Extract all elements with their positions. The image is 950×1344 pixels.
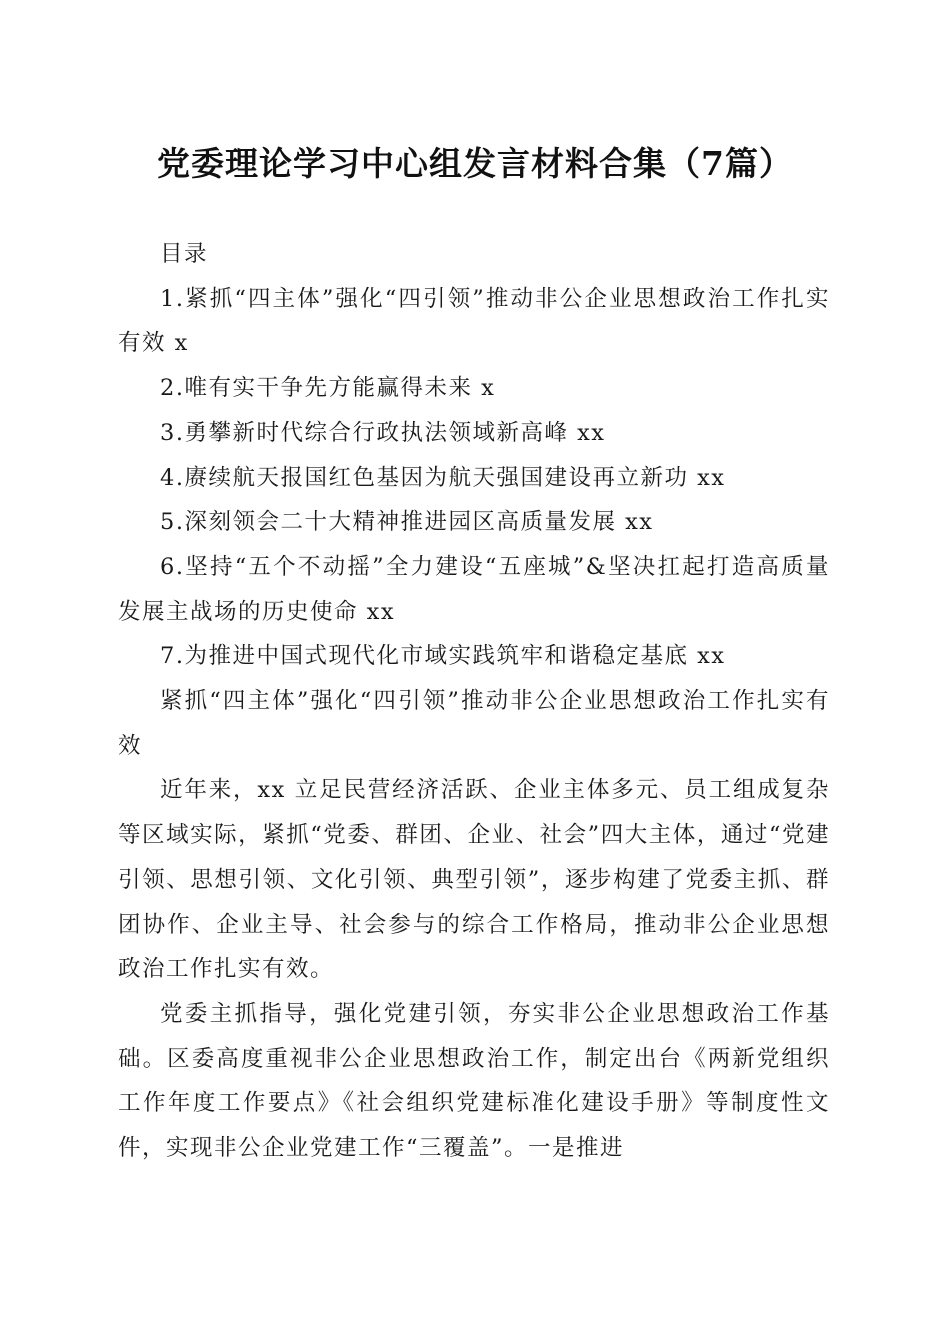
section-title: 紧抓“四主体”强化“四引领”推动非公企业思想政治工作扎实有效 [118, 688, 830, 759]
toc-item: 7.为推进中国式现代化市域实践筑牢和谐稳定基底 xx [160, 643, 726, 670]
toc-item: 6.坚持“五个不动摇”全力建设“五座城”&坚决扛起打造高质量发展主战场的历史使命 xx [118, 553, 830, 625]
body-paragraph: 近年来，xx 立足民营经济活跃、企业主体多元、员工组成复杂等区域实际，紧抓“党委、群团、企业、社会”四大主体，通过“党建引领、思想引领、文化引领、典型引领”，逐步构建了党委主抓、群团协作、企业主导、社会参与的综合工作格局，推动非公企业思想政治工作扎实有效。 [118, 777, 830, 983]
document-body [118, 232, 830, 1171]
body-paragraph: 党委主抓指导，强化党建引领，夯实非公企业思想政治工作基础。区委高度重视非公企业思想政治工作，制定出台《两新党组织工作年度工作要点》《社会组织党建标准化建设手册》等制度性文件，实现非公企业党建工作“三覆盖”。一是推进 [118, 1000, 830, 1162]
toc-item: 3.勇攀新时代综合行政执法领域新高峰 xx [160, 419, 606, 446]
toc-item: 4.赓续航天报国红色基因为航天强国建设再立新功 xx [160, 464, 726, 491]
toc-item: 5.深刻领会二十大精神推进园区高质量发展 xx [160, 509, 654, 536]
toc-heading: 目录 [160, 241, 209, 267]
toc-item: 2.唯有实干争先方能赢得未来 x [160, 375, 496, 402]
document-title: 党委理论学习中心组发言材料合集（7篇） [157, 144, 793, 183]
toc-item: 1.紧抓“四主体”强化“四引领”推动非公企业思想政治工作扎实有效 x [118, 285, 830, 357]
